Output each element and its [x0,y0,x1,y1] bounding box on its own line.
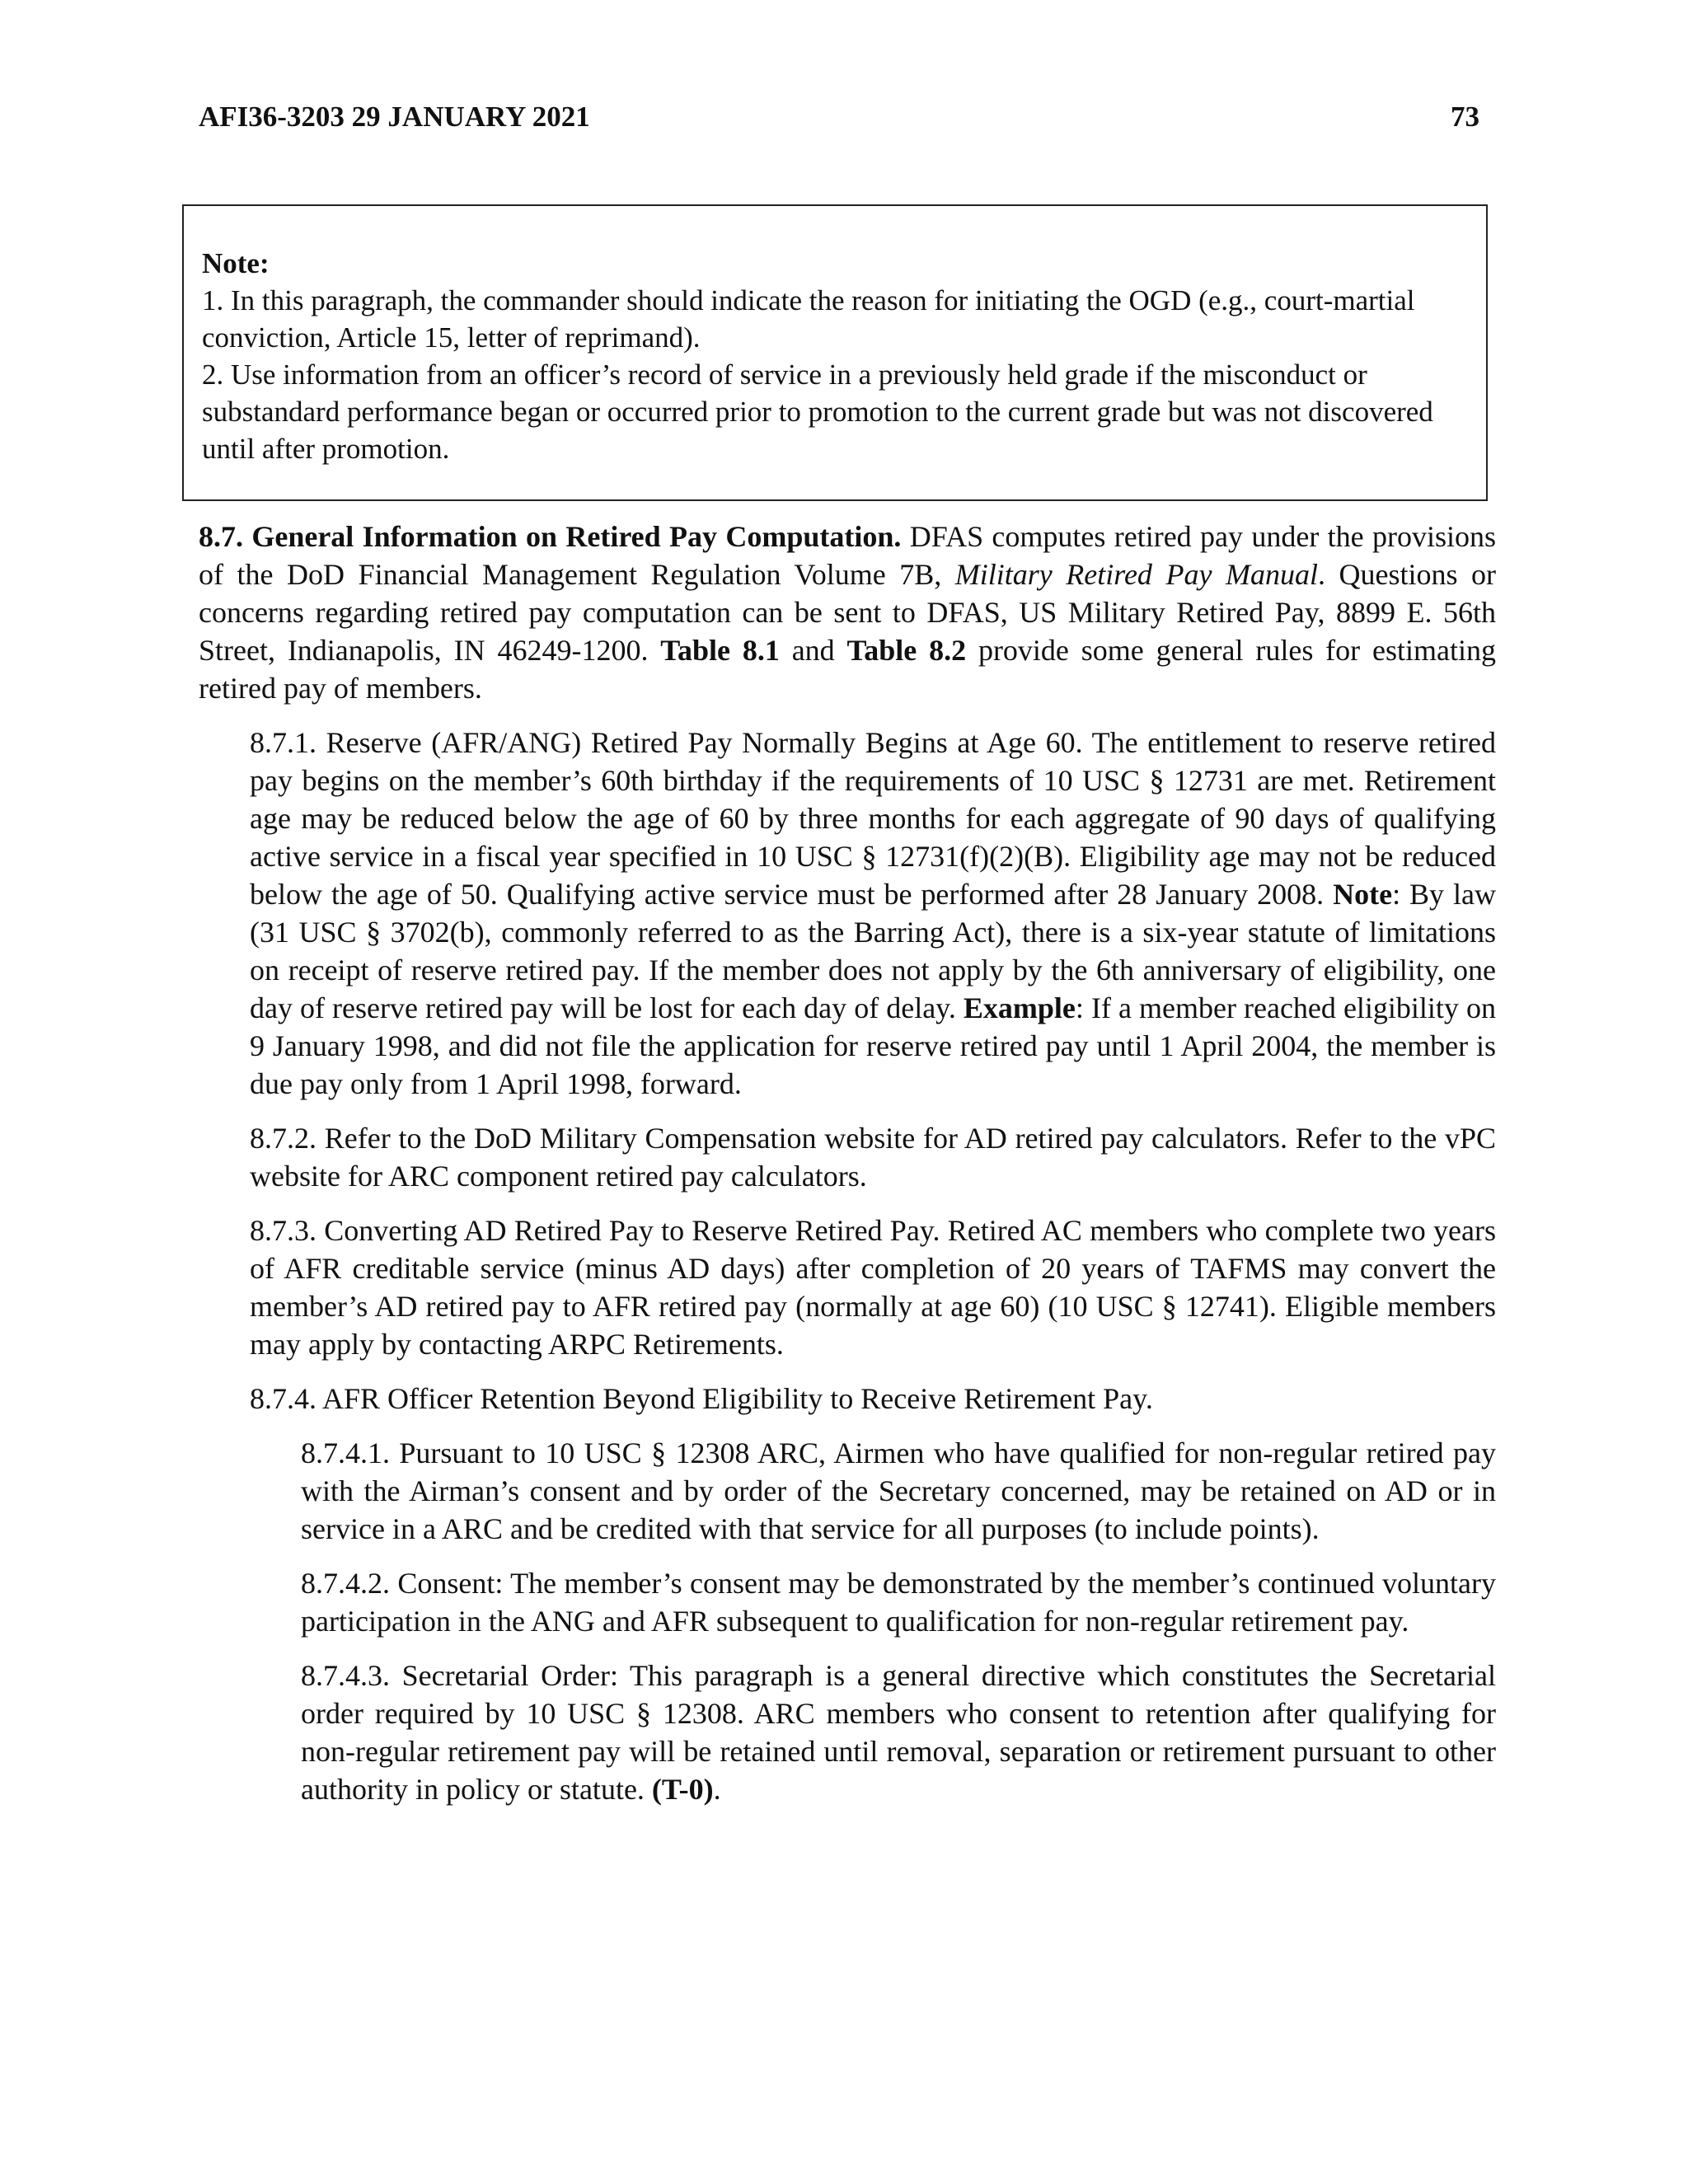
paragraph-text: DFAS computes retired pay under the provisions of the DoD Financial Management Regulation Volume 7B, [199,520,1497,591]
note-item-1: 1. In this paragraph, the commander should indicate the reason for initiating the OGD (e.g., court-martial conviction, Article 15, letter of reprimand). [202,284,1415,354]
publication-title: Military Retired Pay Manual [954,558,1318,591]
section-heading-8-7: 8.7. General Information on Retired Pay Computation. [199,520,902,553]
note-item-2: 2. Use information from an officer’s record of service in a previously held grade if the misconduct or substandard performance began or occurred prior to promotion to the current grade but was not discovered until after promotion. [202,359,1433,465]
page-header [199,101,1479,142]
paragraph-text: 8.7.1. Reserve (AFR/ANG) Retired Pay Normally Begins at Age 60. The entitlement to reserve retired pay begins on the member’s 60th birthday if the requirements of 10 USC § 12731 are met. Retirement age may be reduced below the age of 60 by three months for each aggregate of 90 days of qualifying active service in a fiscal year specified in 10 USC § 12731(f)(2)(B). Eligibility age may not be reduced below the age of 50. Qualifying active service must be performed after 28 January 2008. [250,726,1496,911]
paragraph-8-7-1 [250,724,1496,1103]
table-reference: Table 8.2 [846,634,967,667]
paragraph-text: : If a member reached eligibility on 9 January 1998, and did not file the application for reserve retired pay until 1 April 2004, the member is due pay only from 1 April 1998, forward. [250,991,1496,1100]
tier-label: (T-0) [651,1773,714,1806]
paragraph-8-7-4-2: 8.7.4.2. Consent: The member’s consent may be demonstrated by the member’s continued voluntary participation in the ANG and AFR subsequent to qualification for non-regular retirement pay. [301,1567,1496,1638]
paragraph-8-7-4: 8.7.4. AFR Officer Retention Beyond Eligibility to Receive Retirement Pay. [250,1382,1153,1415]
paragraph-text: . [713,1773,721,1806]
paragraph-8-7 [199,518,1496,707]
paragraph-text: 8.7.4.3. Secretarial Order: This paragraph is a general directive which constitutes the Secretarial order required by 10 USC § 12308. ARC members who consent to retention after qualifying for non-regular retirement pay will be retained until removal, separation or retirement pursuant to other authority in policy or statute. [301,1659,1496,1806]
note-box [182,204,1488,501]
page-number: 73 [1451,101,1479,133]
document-id: AFI36-3203 29 JANUARY 2021 [199,101,590,133]
paragraph-text: : By law (31 USC § 3702(b), commonly referred to as the Barring Act), there is a six-year statute of limitations on receipt of reserve retired pay. If the member does not apply by the 6th anniversary of eligibility, one day of reserve retired pay will be lost for each day of delay. [250,878,1496,1024]
paragraph-text: provide some general rules for estimating retired pay of members. [199,634,1496,705]
paragraph-text: . Questions or concerns regarding retired pay computation can be sent to DFAS, US Military Retired Pay, 8899 E. 56th Street, Indianapolis, IN 46249-1200. [199,558,1497,667]
paragraph-8-7-3: 8.7.3. Converting AD Retired Pay to Reserve Retired Pay. Retired AC members who complete two years of AFR creditable service (minus AD days) after completion of 20 years of TAFMS may convert the member’s AD retired pay to AFR retired pay (normally at age 60) (10 USC § 12741). Eligible members may apply by contacting ARPC Retirements. [250,1214,1496,1361]
paragraph-8-7-2: 8.7.2. Refer to the DoD Military Compensation website for AD retired pay calculators. Refer to the vPC website for ARC component retired pay calculators. [250,1122,1496,1193]
note-title: Note: [202,247,270,279]
document-body [199,518,1496,1825]
paragraph-text: and [779,634,847,667]
note-label: Note [1333,878,1393,911]
paragraph-8-7-4-1: 8.7.4.1. Pursuant to 10 USC § 12308 ARC, Airmen who have qualified for non-regular retired pay with the Airman’s consent and by order of the Secretary concerned, may be retained on AD or in service in a ARC and be credited with that service for all purposes (to include points). [301,1436,1496,1545]
paragraph-8-7-4-3 [301,1657,1496,1808]
table-reference: Table 8.1 [660,634,780,667]
example-label: Example [963,991,1076,1024]
